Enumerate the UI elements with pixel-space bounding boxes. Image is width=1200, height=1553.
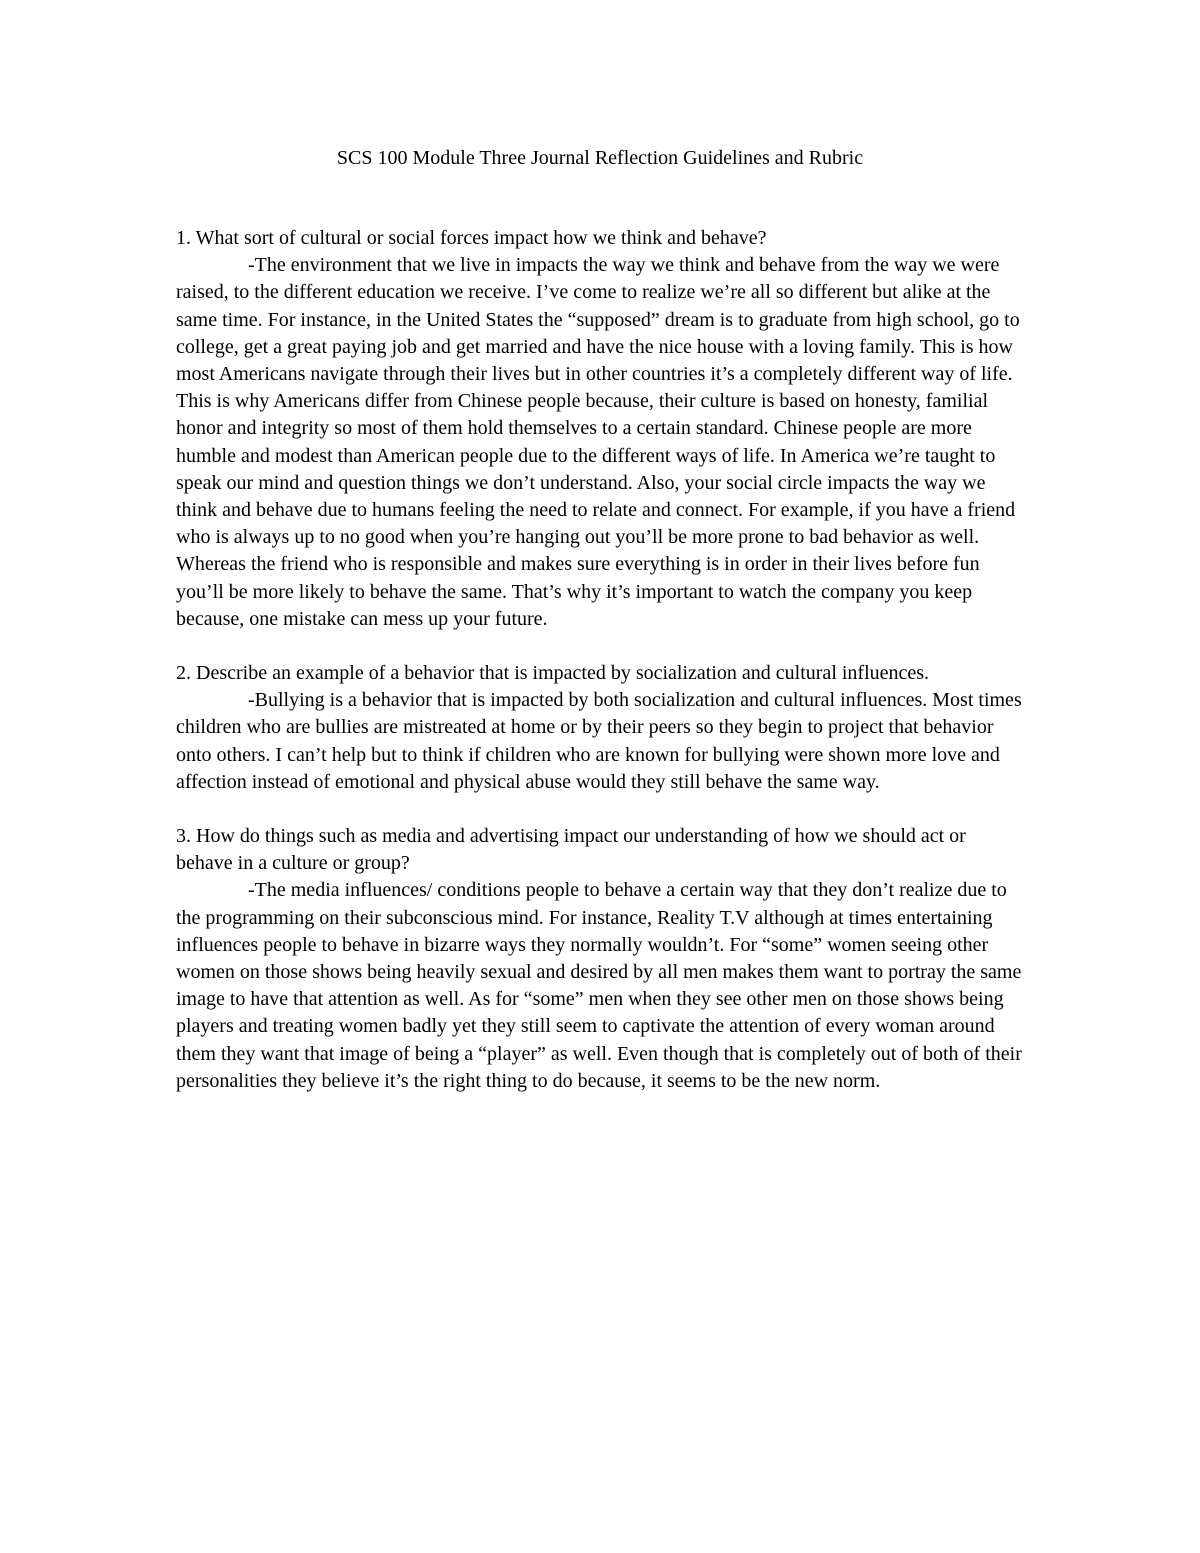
reflection-section-1 [176, 225, 1026, 633]
question-3: 3. How do things such as media and advertising impact our understanding of how we should act or behave in a culture or group? [176, 825, 966, 875]
reflection-section-3 [176, 823, 1026, 1095]
answer-3: -The media influences/ conditions people to behave a certain way that they don’t realize due to the programming on their subconscious mind. For instance, Reality T.V although at times entertaining influences people to behave in bizarre ways they normally wouldn’t. For “some” women seeing other women on those shows being heavily sexual and desired by all men makes them want to portray the same image to have that attention as well. As for “some” men when they see other men on those shows being players and treating women badly yet they still seem to captivate the attention of every woman around them they want that image of being a “player” as well. Even though that is completely out of both of their personalities they believe it’s the right thing to do because, it seems to be the new norm. [176, 879, 1022, 1092]
answer-2: -Bullying is a behavior that is impacted by both socialization and cultural influences. Most times children who are bullies are mistreated at home or by their peers so they begin to project that behavior onto others. I can’t help but to think if children who are known for bullying were shown more love and affection instead of emotional and physical abuse would they still behave the same way. [176, 689, 1022, 793]
answer-1: -The environment that we live in impacts the way we think and behave from the way we were raised, to the different education we receive. I’ve come to realize we’re all so different but alike at the same time. For instance, in the United States the “supposed” dream is to graduate from high school, go to college, get a great paying job and get married and have the nice house with a loving family. This is how most Americans navigate through their lives but in other countries it’s a completely different way of life. This is why Americans differ from Chinese people because, their culture is based on honesty, familial honor and integrity so most of them hold themselves to a certain standard. Chinese people are more humble and modest than American people due to the different ways of life. In America we’re taught to speak our mind and question things we don’t understand. Also, your social circle impacts the way we think and behave due to humans feeling the need to relate and connect. For example, if you have a friend who is always up to no good when you’re hanging out you’ll be more prone to bad behavior as well. Whereas the friend who is responsible and makes sure everything is in order in their lives before fun you’ll be more likely to behave the same. That’s why it’s important to watch the company you keep because, one mistake can mess up your future. [176, 254, 1020, 630]
document-title: SCS 100 Module Three Journal Reflection Guidelines and Rubric [336, 147, 864, 169]
question-1: 1. What sort of cultural or social forces impact how we think and behave? [176, 227, 767, 249]
document-body [176, 225, 1026, 1122]
reflection-section-2 [176, 660, 1026, 796]
question-2: 2. Describe an example of a behavior that is impacted by socialization and cultural influences. [176, 662, 930, 685]
